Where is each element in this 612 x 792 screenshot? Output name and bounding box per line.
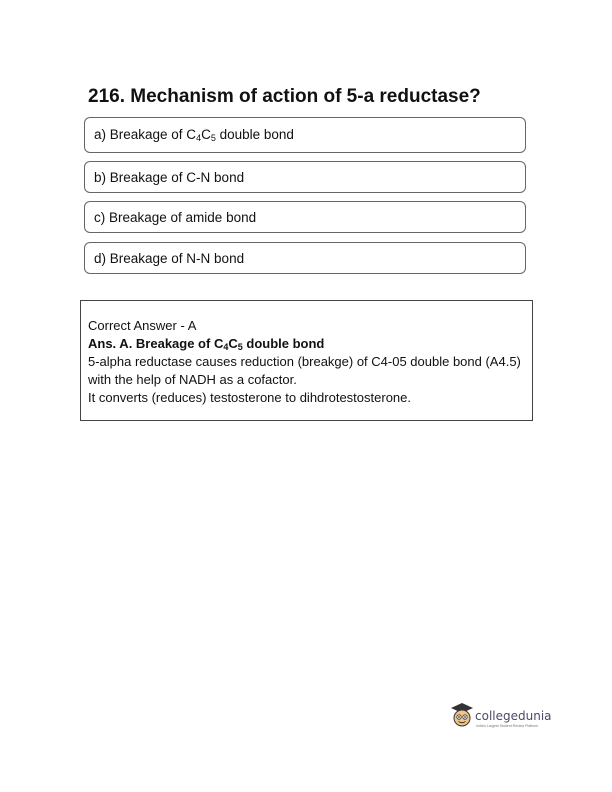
- option-c[interactable]: [84, 201, 526, 233]
- option-d-label: d) Breakage of N-N bond: [94, 251, 245, 266]
- option-b[interactable]: [84, 161, 526, 193]
- option-a-mid: C: [201, 127, 211, 142]
- logo-wordmark: collegedunia: [475, 709, 552, 723]
- option-a-prefix: a) Breakage of C: [94, 127, 197, 142]
- answer-explanation-2: It converts (reduces) testosterone to dihdrotestosterone.: [88, 390, 412, 405]
- collegedunia-logo: [449, 700, 552, 732]
- correct-answer-line: Correct Answer - A: [88, 318, 197, 333]
- logo-tagline: India's Largest Student Review Platform: [476, 724, 539, 728]
- option-a-subscript-1: 4: [196, 133, 202, 143]
- answer-heading-prefix: Ans. A. Breakage of C: [88, 336, 224, 351]
- option-c-label: c) Breakage of amide bond: [94, 210, 257, 225]
- option-b-label: b) Breakage of C-N bond: [94, 170, 245, 185]
- question-title: [88, 86, 568, 108]
- option-a-subscript-2: 5: [210, 133, 216, 143]
- option-d[interactable]: [84, 242, 526, 274]
- answer-heading-subscript-2: 5: [237, 342, 243, 352]
- answer-heading: [88, 335, 525, 353]
- question-text: Mechanism of action of 5-a reductase?: [130, 86, 481, 107]
- question-number: 216.: [88, 86, 125, 107]
- answer-explanation-1: 5-alpha reductase causes reduction (breakge) of C4-05 double bond (A4.5) with the help of NADH as a cofactor.: [88, 354, 521, 387]
- graduate-mascot-icon: [449, 700, 475, 730]
- answer-heading-suffix: double bond: [242, 336, 325, 351]
- answer-heading-subscript-1: 4: [223, 342, 229, 352]
- answer-heading-mid: C: [228, 336, 238, 351]
- option-a-suffix: double bond: [215, 127, 294, 142]
- option-a[interactable]: [84, 117, 526, 153]
- answer-box: [80, 300, 533, 421]
